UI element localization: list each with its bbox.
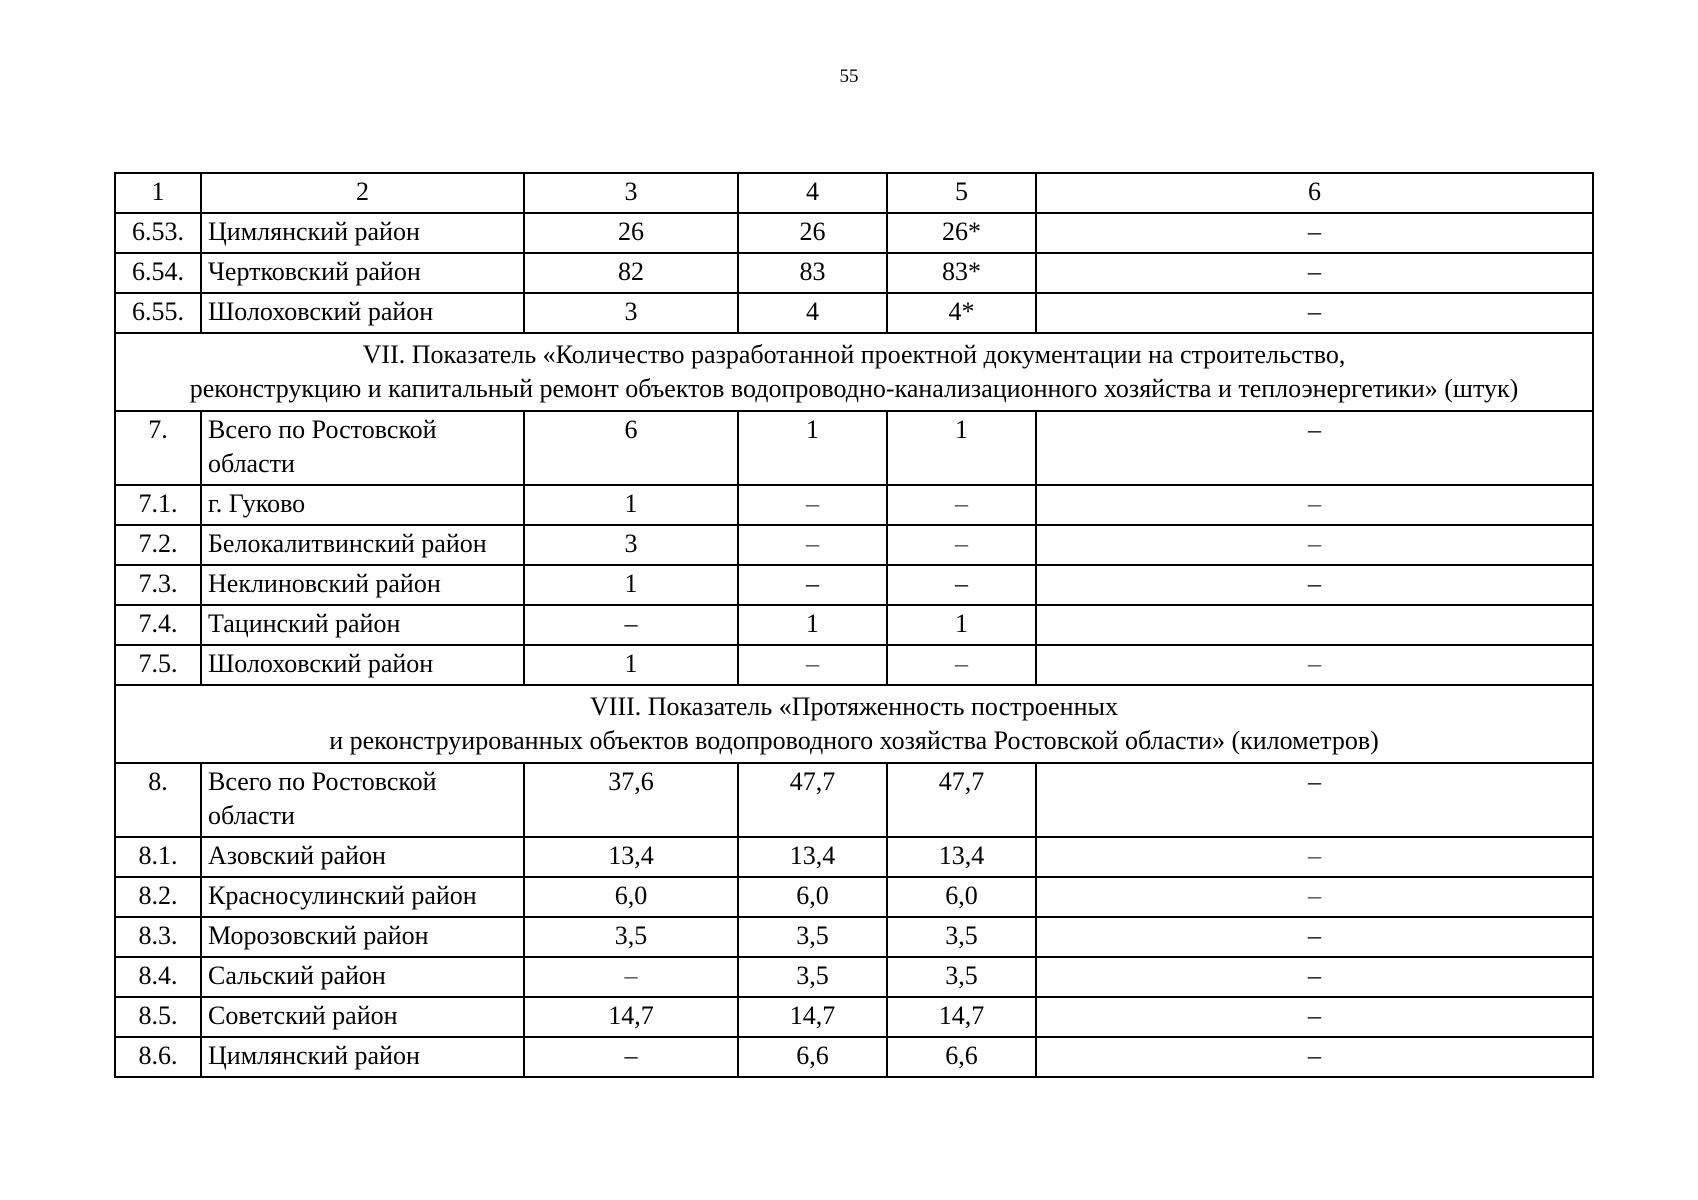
value-col5: 6,0: [887, 877, 1036, 917]
table-row: [115, 525, 1593, 565]
section-heading-row: [115, 333, 1593, 411]
table-row: [115, 213, 1593, 253]
value-col4: 47,7: [738, 763, 887, 837]
district-name: Цимлянский район: [201, 1037, 524, 1077]
row-number: 6.55.: [115, 293, 201, 333]
value-col5: –: [887, 485, 1036, 525]
value-col3: 37,6: [524, 763, 738, 837]
district-name: Всего по Ростовской области: [201, 411, 524, 485]
value-col5: 83*: [887, 253, 1036, 293]
table-row: [115, 1037, 1593, 1077]
district-name: Тацинский район: [201, 605, 524, 645]
value-col4: –: [738, 645, 887, 685]
row-number: 8.: [115, 763, 201, 837]
table-row: [115, 645, 1593, 685]
value-col4: 3,5: [738, 917, 887, 957]
value-col3: 13,4: [524, 837, 738, 877]
indicator-table: [114, 172, 1594, 1078]
value-col3: 1: [524, 565, 738, 605]
table-row: [115, 763, 1593, 837]
value-col4: 6,6: [738, 1037, 887, 1077]
district-name: Морозовский район: [201, 917, 524, 957]
row-number: 8.1.: [115, 837, 201, 877]
district-name: Сальский район: [201, 957, 524, 997]
value-col3: 14,7: [524, 997, 738, 1037]
row-number: 8.3.: [115, 917, 201, 957]
page-number: 55: [839, 66, 859, 87]
value-col5: 26*: [887, 213, 1036, 253]
section-heading-line: реконструкцию и капитальный ремонт объектов водопроводно-канализационного хозяйства и теплоэнергетики» (штук): [189, 374, 1519, 403]
value-col4: 26: [738, 213, 887, 253]
value-col6: –: [1036, 485, 1593, 525]
value-col5: 4*: [887, 293, 1036, 333]
value-col3: 82: [524, 253, 738, 293]
value-col5: 13,4: [887, 837, 1036, 877]
value-col6: –: [1036, 293, 1593, 333]
row-number: 6.53.: [115, 213, 201, 253]
value-col4: 13,4: [738, 837, 887, 877]
value-col3: –: [524, 1037, 738, 1077]
column-header: 3: [524, 173, 738, 213]
row-number: 7.5.: [115, 645, 201, 685]
column-header: 4: [738, 173, 887, 213]
section-heading-row: [115, 685, 1593, 763]
value-col6: –: [1036, 213, 1593, 253]
value-col4: 6,0: [738, 877, 887, 917]
value-col6: –: [1036, 525, 1593, 565]
table-row: [115, 253, 1593, 293]
value-col6: –: [1036, 917, 1593, 957]
district-name: Шолоховский район: [201, 293, 524, 333]
value-col4: –: [738, 485, 887, 525]
district-name: Всего по Ростовской области: [201, 763, 524, 837]
value-col6: [1036, 605, 1593, 645]
table-row: [115, 917, 1593, 957]
table-row: [115, 837, 1593, 877]
value-col3: 26: [524, 213, 738, 253]
value-col6: –: [1036, 837, 1593, 877]
value-col6: –: [1036, 997, 1593, 1037]
district-name: Красносулинский район: [201, 877, 524, 917]
section-heading: [115, 333, 1593, 411]
section-heading: [115, 685, 1593, 763]
column-header: 2: [201, 173, 524, 213]
district-name: Советский район: [201, 997, 524, 1037]
row-number: 7.: [115, 411, 201, 485]
value-col6: –: [1036, 411, 1593, 485]
value-col3: –: [524, 957, 738, 997]
value-col3: –: [524, 605, 738, 645]
value-col6: –: [1036, 565, 1593, 605]
row-number: 8.5.: [115, 997, 201, 1037]
value-col4: 1: [738, 605, 887, 645]
value-col6: –: [1036, 645, 1593, 685]
value-col6: –: [1036, 877, 1593, 917]
value-col3: 6,0: [524, 877, 738, 917]
table-row: [115, 565, 1593, 605]
row-number: 7.2.: [115, 525, 201, 565]
value-col3: 1: [524, 485, 738, 525]
table-row: [115, 411, 1593, 485]
value-col4: 4: [738, 293, 887, 333]
row-number: 7.4.: [115, 605, 201, 645]
row-number: 7.3.: [115, 565, 201, 605]
value-col3: 1: [524, 645, 738, 685]
value-col6: –: [1036, 957, 1593, 997]
value-col5: 47,7: [887, 763, 1036, 837]
district-name: Неклиновский район: [201, 565, 524, 605]
column-header: 6: [1036, 173, 1593, 213]
value-col5: –: [887, 565, 1036, 605]
value-col3: 3,5: [524, 917, 738, 957]
district-name: Цимлянский район: [201, 213, 524, 253]
column-number-row: [115, 173, 1593, 213]
district-name: Азовский район: [201, 837, 524, 877]
table-row: [115, 293, 1593, 333]
value-col4: 1: [738, 411, 887, 485]
value-col3: 6: [524, 411, 738, 485]
value-col6: –: [1036, 763, 1593, 837]
section-heading-line: и реконструированных объектов водопроводного хозяйства Ростовской области» (километров): [329, 726, 1379, 755]
district-name: Чертковский район: [201, 253, 524, 293]
table-row: [115, 605, 1593, 645]
value-col5: 6,6: [887, 1037, 1036, 1077]
value-col5: 3,5: [887, 957, 1036, 997]
district-name: Шолоховский район: [201, 645, 524, 685]
section-heading-line: VII. Показатель «Количество разработанной проектной документации на строительство,: [362, 340, 1346, 369]
value-col6: –: [1036, 253, 1593, 293]
row-number: 7.1.: [115, 485, 201, 525]
row-number: 8.6.: [115, 1037, 201, 1077]
value-col6: –: [1036, 1037, 1593, 1077]
value-col5: 14,7: [887, 997, 1036, 1037]
table-row: [115, 485, 1593, 525]
table-row: [115, 957, 1593, 997]
section-heading-line: VIII. Показатель «Протяженность построенных: [590, 692, 1118, 721]
value-col4: 3,5: [738, 957, 887, 997]
value-col4: –: [738, 565, 887, 605]
row-number: 6.54.: [115, 253, 201, 293]
value-col3: 3: [524, 525, 738, 565]
value-col5: 3,5: [887, 917, 1036, 957]
value-col4: 83: [738, 253, 887, 293]
column-header: 5: [887, 173, 1036, 213]
value-col5: 1: [887, 411, 1036, 485]
row-number: 8.2.: [115, 877, 201, 917]
row-number: 8.4.: [115, 957, 201, 997]
value-col4: 14,7: [738, 997, 887, 1037]
district-name: Белокалитвинский район: [201, 525, 524, 565]
district-name: г. Гуково: [201, 485, 524, 525]
table-row: [115, 997, 1593, 1037]
value-col5: –: [887, 525, 1036, 565]
table-row: [115, 877, 1593, 917]
value-col5: –: [887, 645, 1036, 685]
column-header: 1: [115, 173, 201, 213]
value-col4: –: [738, 525, 887, 565]
value-col3: 3: [524, 293, 738, 333]
value-col5: 1: [887, 605, 1036, 645]
